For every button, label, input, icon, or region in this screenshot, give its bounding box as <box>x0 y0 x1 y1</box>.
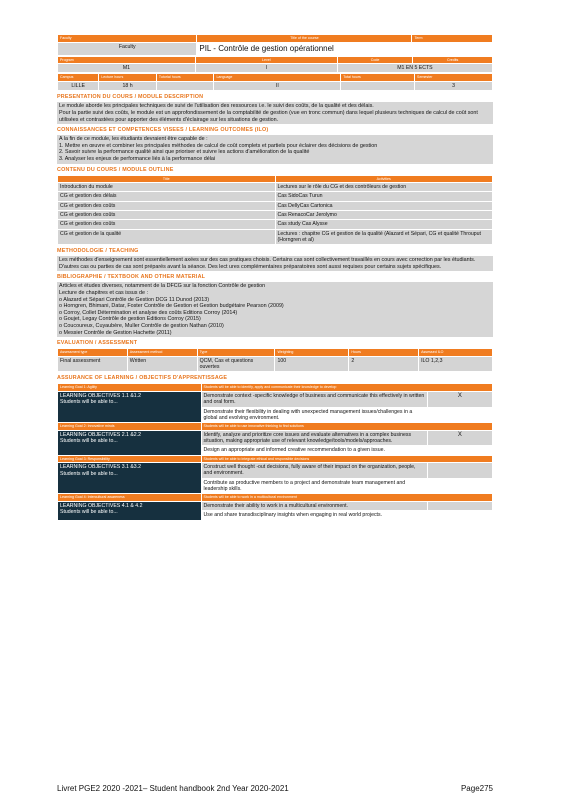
objective-mark <box>427 501 492 510</box>
objective-text: Demonstrate their ability to work in a multicultural environment. <box>201 501 427 510</box>
header-label: Tutorial hours <box>156 74 214 82</box>
aol-table <box>57 383 493 520</box>
bibliography-text <box>57 282 493 337</box>
header-label: Term <box>412 35 493 43</box>
header-label: Title of the course <box>197 35 412 43</box>
learning-objective-label: LEARNING OBJECTIVES 3.1 &3.2 Students will be able to... <box>58 463 202 494</box>
goal-header: Learning Goal 3: Responsibility <box>58 455 202 463</box>
outline-topic: CG et gestion de la qualité <box>58 229 276 245</box>
course-sheet <box>57 34 493 521</box>
evaluation-title: EVALUATION / ASSESSMENT <box>57 340 138 347</box>
learning-outcome-item: 2. Savoir suivre la performance qualité ainsi que prioriser et suivre les actions d'amélioration de la qualité <box>59 149 310 156</box>
outline-activity: Lectures sur le rôle du CG et des contrôleurs de gestion <box>275 183 493 192</box>
bibliography-item: o Alazard et Sépari Contrôle de Gestion DCG 11 Dunod (2013) <box>59 296 210 303</box>
evaluation-hours: 2 <box>349 356 419 372</box>
footer-title: Livret PGE2 2020 -2021– Student handbook 2nd Year 2020-2021 <box>57 784 289 793</box>
learning-outcome-item: 1. Mettre en œuvre et combiner les principales méthodes de calcul de coût complets et partiels pour éclairer des décisions de gestion <box>59 142 378 149</box>
outline-topic: CG et gestion des coûts <box>58 220 276 229</box>
course-header-table <box>57 34 493 56</box>
header-label: Faculty <box>58 35 197 43</box>
presentation-paragraph: Pour la partie suivi des coûts, le module est un approfondissement de la comptabilité de gestion (vue en tronc commun) dans lequel plusieurs techniques de calcul de coût sont utilisées et contrastées pour apporter des éléments d'éclairage sur les situations de gestion. <box>59 109 478 123</box>
evaluation-table <box>57 348 493 372</box>
bibliography-item: o Goujet, Legay Contrôle de gestion Editions Corroy (2015) <box>59 316 201 323</box>
learning-outcomes-title: CONNAISSANCES ET COMPETENCES VISEES / LEARNING OUTCOMES (ILO) <box>57 127 269 134</box>
outline-activity: Lectures : chapitre CG et gestion de la qualité (Alazard et Sépari, CG et qualité Throuput (Horngren et al) <box>275 229 493 245</box>
goal-description: Students will be able to use innovative thinking to find solutions <box>201 423 492 431</box>
evaluation-ilo: ILO 1,2,3 <box>419 356 493 372</box>
course-header-table-3 <box>57 73 493 91</box>
evaluation-method: Written <box>127 356 197 372</box>
header-label: Language <box>214 74 341 82</box>
tutorial-hours-value: II <box>214 82 341 91</box>
outline-col-header: Title <box>58 175 276 183</box>
bibliography-title: BIBLIOGRAPHIE / TEXTBOOK AND OTHER MATERIAL <box>57 274 206 281</box>
objective-mark <box>427 463 492 479</box>
objective-text: Use and share transdisciplinary insights when engaging in real world projects. <box>201 511 427 520</box>
methodology-title: METHODOLOGIE / TEACHING <box>57 248 139 255</box>
presentation-text <box>57 102 493 124</box>
goal-description: Students will be able to work in a multicultural environment <box>201 494 492 502</box>
course-title: PIL - Contrôle de gestion opérationnel <box>197 42 493 55</box>
outline-topic: CG et gestion des délais <box>58 192 276 201</box>
presentation-title: PRESENTATION DU COURS / MODULE DESCRIPTION <box>57 94 204 101</box>
header-label: Program <box>58 56 196 64</box>
header-label: Campus <box>58 74 99 82</box>
bibliography-item: o Messier Contrôle de Gestion Hachette (2011) <box>59 329 172 336</box>
header-label: Level <box>195 56 337 64</box>
goal-header: Learning Goal 1: Agility <box>58 384 202 392</box>
header-label: Lecture hours <box>99 74 157 82</box>
credits-value: M1 EN 5 ECTS <box>337 64 492 73</box>
evaluation-col-header: Assessment method <box>127 349 197 357</box>
outline-table <box>57 175 493 246</box>
outline-title: CONTENU DU COURS / MODULE OUTLINE <box>57 166 174 173</box>
objective-text: Demonstrate context -specific knowledge of business and communicate this effectively in written and oral form. <box>201 391 427 407</box>
campus-value: LILLE <box>58 82 99 91</box>
outline-activity: Cas study Cas Alysse <box>275 220 493 229</box>
faculty-value: Faculty <box>58 42 197 55</box>
objective-mark <box>427 511 492 520</box>
learning-objective-label: LEARNING OBJECTIVES 1.1 &1.2 Students will be able to... <box>58 391 202 422</box>
goal-header: Learning Goal 2: Innovative minds <box>58 423 202 431</box>
evaluation-type: QCM, Cas et questions ouvertes <box>197 356 275 372</box>
evaluation-col-header: Assessment type <box>58 349 128 357</box>
level-value: M1 <box>58 64 196 73</box>
learning-outcomes-intro: A la fin de ce module, les étudiants devraient être capable de : <box>59 136 208 143</box>
header-label: Total hours <box>341 74 415 82</box>
objective-text: Construct well thought -out decisions, fully aware of their impact on the organization, people, and environment. <box>201 463 427 479</box>
outline-topic: CG et gestion des coûts <box>58 201 276 210</box>
outline-activity: Cas SidoCas Turun <box>275 192 493 201</box>
methodology-text: Les méthodes d'enseignement sont essentiellement axées sur des cas pratiques choisis. Certains cas sont collectivement travaillés en cours avec correction par les étudiants. D'autres cas ou parties de cas sont préparés avant la séance. Des lect ures complémentaires préparatoires sont aussi requises pour certains sujets spécifiques. <box>57 256 493 271</box>
objective-text: Design an appropriate and informed creative recommendation to a given issue. <box>201 446 427 455</box>
header-label: Code <box>337 56 412 64</box>
evaluation-col-header: Weighting <box>275 349 349 357</box>
objective-mark: X <box>427 430 492 446</box>
bibliography-item: o Coucoureux, Cuyaubère, Muller Contrôle de gestion Nathan (2010) <box>59 322 224 329</box>
header-label: Semester <box>415 74 493 82</box>
objective-text: Identify, analyze and prioritize core issues and evaluate alternatives in a complex business situation, making appropriate use of relevant knowledge/tools/models/approaches. <box>201 430 427 446</box>
objective-text: Contribute as productive members to a project and demonstrate team management and leadership skills. <box>201 478 427 494</box>
bibliography-intro: Lecture de chapitres et cas issus de : <box>59 289 148 296</box>
bibliography-item: o Corroy, Collet Détermination et analyse des coûts Editions Corroy (2014) <box>59 309 238 316</box>
outline-col-header: Activities <box>275 175 493 183</box>
evaluation-weight: 100 <box>275 356 349 372</box>
evaluation-col-header: Type <box>197 349 275 357</box>
learning-outcomes-text <box>57 135 493 163</box>
page-number: Page275 <box>460 784 493 793</box>
presentation-paragraph: Le module aborde les principales techniques de suivi de l'utilisation des ressources i.e. le suivi des coûts, de la qualité et des délais. <box>59 103 374 110</box>
outline-activity: Cas DellyCas Cartonica <box>275 201 493 210</box>
code-value: I <box>195 64 337 73</box>
page-footer <box>57 784 493 794</box>
evaluation-col-header: Hours <box>349 349 419 357</box>
objective-mark: X <box>427 391 492 407</box>
outline-topic: CG et gestion des coûts <box>58 211 276 220</box>
semester-value: 3 <box>415 82 493 91</box>
learning-outcome-item: 3. Analyser les enjeux de performance liés à la performance délai <box>59 155 216 162</box>
goal-description: Students will be able to identify, apply and communicate their knowledge to develop <box>201 384 492 392</box>
objective-mark <box>427 407 492 423</box>
objective-mark <box>427 478 492 494</box>
objective-mark <box>427 446 492 455</box>
bibliography-intro: Articles et études diverses, notamment de la DFCG sur la fonction Contrôle de gestion <box>59 283 266 290</box>
course-header-table-2 <box>57 56 493 74</box>
lecture-hours-value: 18 h <box>99 82 157 91</box>
outline-topic: Introduction du module <box>58 183 276 192</box>
goal-description: Students will be able to integrate ethical and responsible decisions <box>201 455 492 463</box>
learning-objective-label: LEARNING OBJECTIVES 4.1 & 4.2 Students will be able to... <box>58 501 202 520</box>
objective-text: Demonstrate their flexibility in dealing with unexpected management issues/challenges in a global and evolving environment. <box>201 407 427 423</box>
outline-activity: Cas RenacoCar Jerolymo <box>275 211 493 220</box>
evaluation-col-header: Assessed ILO <box>419 349 493 357</box>
learning-objective-label: LEARNING OBJECTIVES 2.1 &2.2 Students will be able to... <box>58 430 202 455</box>
evaluation-kind: Final assessment <box>58 356 128 372</box>
bibliography-item: o Horngren, Bhimani, Datar, Foster Contrôle de Gestion et Gestion budgétaire Pearson (2009) <box>59 303 284 310</box>
goal-header: Learning Goal 4: Intercultural awareness <box>58 494 202 502</box>
aol-title: ASSURANCE OF LEARNING / OBJECTIFS D'APPRENTISSAGE <box>57 375 228 382</box>
header-label: Credits <box>413 56 493 64</box>
